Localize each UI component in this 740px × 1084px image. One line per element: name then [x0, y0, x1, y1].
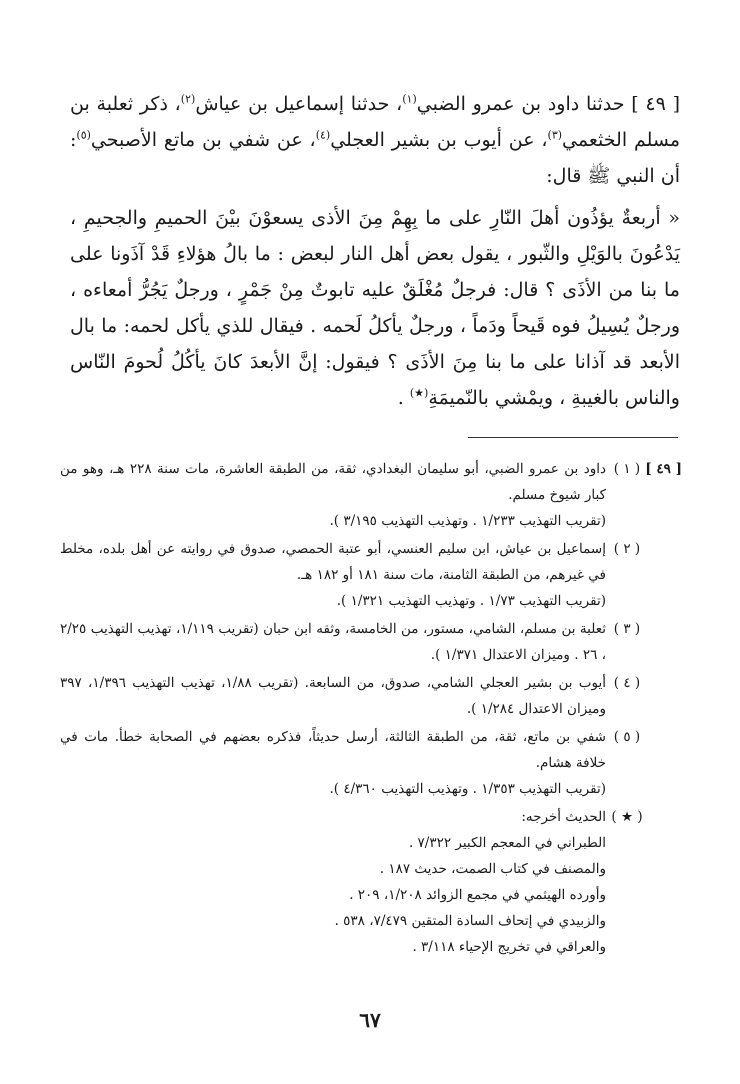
isnad-text: [ ٤٩ ] حدثنا داود بن عمرو الضبي — [416, 93, 681, 115]
footnote-line: والعراقي في تخريج الإحياء ٣/١١٨ . — [412, 939, 606, 955]
footnote-line: (تقريب التهذيب ١/٧٣ . وتهذيب التهذيب ١/٣٢١ ). — [336, 593, 606, 609]
footnote-number: ( ٥ ) — [613, 729, 641, 745]
footnote-line: والمصنف في كتاب الصمت، حديث ١٨٧ . — [379, 861, 606, 877]
footnote-number: ( ★ ) — [611, 809, 643, 825]
hadith-paragraph — [70, 200, 680, 416]
page-number: ٦٧ — [359, 1008, 381, 1032]
main-text — [70, 86, 680, 416]
isnad-text: ، ذكر ثعلبة بن مسلم الخثعمي — [70, 93, 681, 151]
isnad-text: : أن النبي ﷺ قال: — [70, 129, 680, 187]
footnote-ref-star[interactable]: (★) — [409, 386, 429, 400]
footnote-ref-1[interactable]: (١) — [402, 92, 417, 106]
footnote-line: إسماعيل بن عياش، ابن سليم العنسي، أبو عتبة الحمصي، صدوق في روايته عن أهل بلده، مخلط في غيرهم، من الطبقة الثامنة، مات سنة ١٨١ أو ١٨٢ هـ. — [60, 541, 606, 583]
footnote-5 — [60, 724, 682, 802]
footnote-line: شفي بن ماتع، ثقة، من الطبقة الثالثة، أرسل حديثاً، فذكره بعضهم في الصحابة خطأ. مات في خلافة هشام. — [60, 729, 606, 771]
footnote-body — [60, 670, 606, 722]
footnote-line: (تقريب التهذيب ١/٣٥٣ . وتهذيب التهذيب ٤/٣٦٠ ). — [329, 781, 606, 797]
footnote-body — [60, 804, 606, 960]
footnote-line: أيوب بن بشير العجلي الشامي، صدوق، من السابعة. (تقريب ١/٨٨، تهذيب التهذيب ١/٣٩٦، ٣٩٧ وميزان الاعتدال ١/٢٨٤ ). — [60, 675, 606, 717]
footnote-line: الحديث أخرجه: — [521, 809, 606, 825]
footnotes — [60, 456, 682, 960]
footnote-ref-4[interactable]: (٤) — [315, 128, 331, 142]
footnote-body — [60, 616, 606, 668]
footnote-ref-5[interactable]: (٥) — [76, 128, 91, 142]
footnote-line: والزبيدي في إتحاف السادة المتقين ٧/٤٧٩، ٥٣٨ . — [334, 913, 606, 929]
footnote-4 — [60, 670, 682, 722]
footnote-line: وأورده الهيثمي في مجمع الزوائد ١/٢٠٨، ٢٠٩ . — [349, 887, 606, 903]
footnote-1 — [60, 456, 682, 534]
footnote-star — [60, 804, 682, 960]
footnote-3 — [60, 616, 682, 668]
footnote-2 — [60, 536, 682, 614]
footnote-line: داود بن عمرو الضبي، أبو سليمان البغدادي، ثقة، من الطبقة العاشرة، مات سنة ٢٢٨ هـ، وهو من كبار شيوخ مسلم. — [60, 461, 606, 503]
footnote-body — [60, 724, 606, 802]
isnad-text: ، عن شفي بن ماتع الأصبحي — [90, 129, 316, 151]
footnote-divider — [468, 437, 678, 438]
isnad-text: ، حدثنا إسماعيل بن عياش — [195, 93, 403, 115]
footnote-line: (تقريب التهذيب ١/٢٣٣ . وتهذيب التهذيب ٣/١٩٥ ). — [329, 513, 606, 529]
footnote-number: ( ٣ ) — [613, 621, 641, 637]
isnad-paragraph — [70, 86, 680, 194]
isnad-text: ، عن أيوب بن بشير العجلي — [330, 129, 548, 151]
footnote-ref-2[interactable]: (٢) — [180, 92, 196, 106]
footnote-number: ( ٤ ) — [613, 675, 641, 691]
footnote-number: ( ١ ) — [613, 461, 641, 477]
hadith-text: « أربعةٌ يؤذُون أهلَ النّارِ على ما بِهِمْ مِنَ الأذى يسعوْنَ بيْنَ الحميمِ والجحيمِ ، يَدْعُونَ بالوَيْلِ والثّبور ، يقول بعض أهل النار لبعض : ما بالُ هؤلاءِ قَدْ آذَونا على ما بنا من الأذَى ؟ قال: فرجلٌ مُغْلَقٌ عليه تابوتٌ مِنْ جَمْرٍ ، ورجلٌ يَجُرُّ أمعاءه ، ورجلٌ يُسِيلُ فوه قَيحاً ودَماً ، ورجلٌ يأكلُ لَحمه . فيقال للذي يأكل لحمه: ما بال الأبعد قد آذانا على ما بنا مِنَ الأذَى ؟ فيقول: إنَّ الأبعدَ كانَ يأكُلُ لُحومَ النّاس والناس بالغيبةِ ، ويمْشي بالنّميمَةِ — [70, 207, 680, 409]
footnote-ref-3[interactable]: (٣) — [547, 128, 563, 142]
footnote-line: الطبراني في المعجم الكبير ٧/٣٢٢ . — [408, 835, 606, 851]
footnote-hadith-ref: [ ٤٩ ] — [645, 461, 682, 477]
hadith-end: . — [397, 387, 410, 409]
footnote-line: ثعلبة بن مسلم، الشامي، مستور، من الخامسة، وثقه ابن حبان (تقريب ١/١١٩، تهذيب التهذيب ٢/٢٥ ، ٢٦ . وميزان الاعتدال ١/٣٧١ ). — [60, 621, 606, 663]
footnote-body — [60, 536, 606, 614]
footnote-body — [60, 456, 606, 534]
footnote-number: ( ٢ ) — [613, 541, 641, 557]
